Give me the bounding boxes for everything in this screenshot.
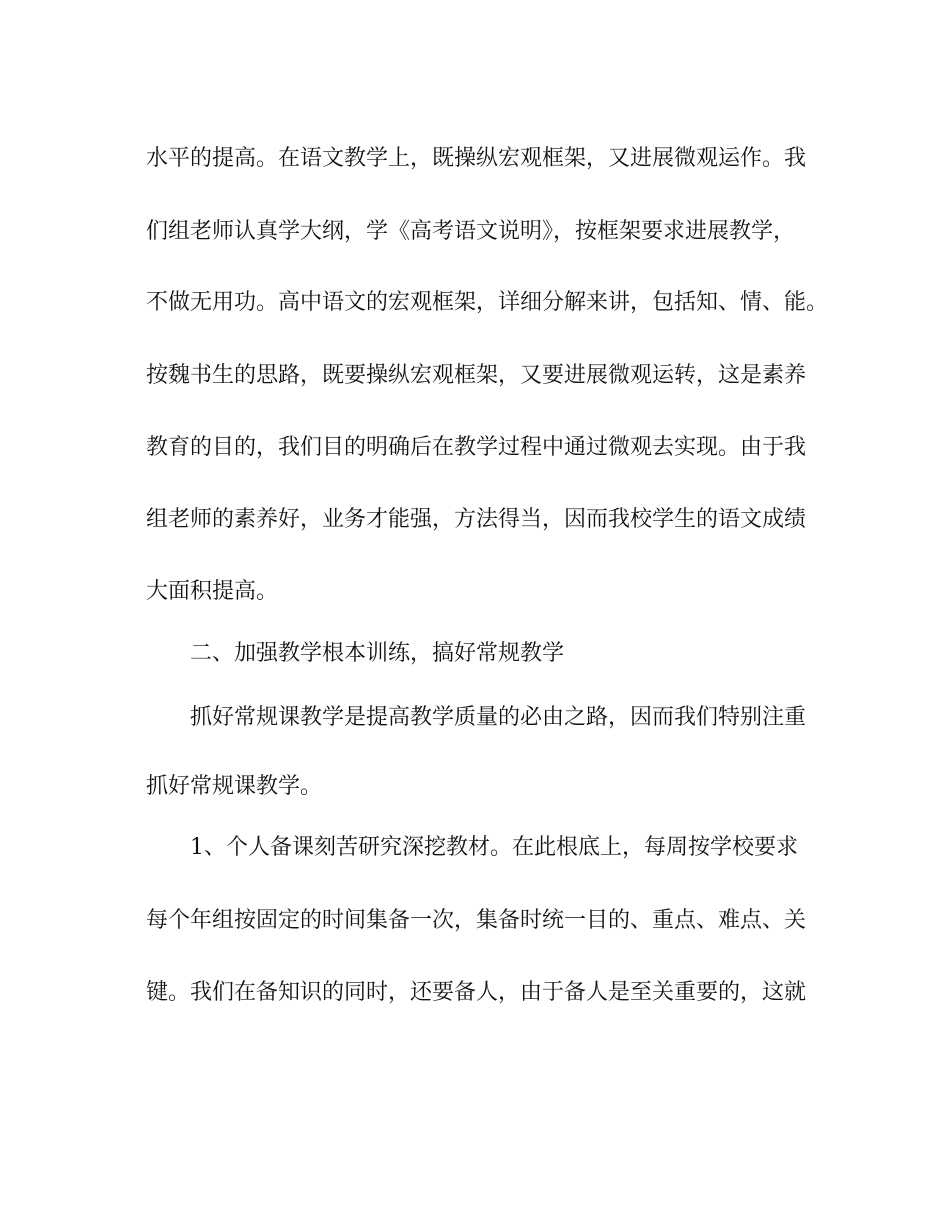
paragraph-line: 组老师的素养好，业务才能强，方法得当，因而我校学生的语文成绩	[146, 507, 807, 532]
section-heading: 二、加强教学根本训练，搞好常规教学	[190, 641, 565, 666]
paragraph-line: 1、个人备课刻苦研究深挖教材。在此根底上，每周按学校要求	[190, 835, 798, 860]
paragraph-line: 每个年组按固定的时间集备一次，集备时统一目的、重点、难点、关	[146, 908, 807, 933]
paragraph-line: 大面积提高。	[146, 579, 279, 604]
paragraph-line: 教育的目的，我们目的明确后在教学过程中通过微观去实现。由于我	[146, 435, 807, 460]
paragraph-line: 们组老师认真学大纲，学《高考语文说明》，按框架要求进展教学，	[146, 219, 796, 244]
paragraph-line: 水平的提高。在语文教学上，既操纵宏观框架，又进展微观运作。我	[146, 146, 807, 171]
paragraph-line: 抓好常规课教学。	[146, 774, 323, 799]
paragraph-line: 键。我们在备知识的同时，还要备人，由于备人是至关重要的，这就	[146, 980, 807, 1005]
paragraph-line: 不做无用功。高中语文的宏观框架，详细分解来讲，包括知、情、能。	[146, 290, 829, 315]
paragraph-line: 按魏书生的思路，既要操纵宏观框架，又要进展微观运转，这是素养	[146, 363, 807, 388]
paragraph-line: 抓好常规课教学是提高教学质量的必由之路，因而我们特别注重	[190, 705, 807, 730]
